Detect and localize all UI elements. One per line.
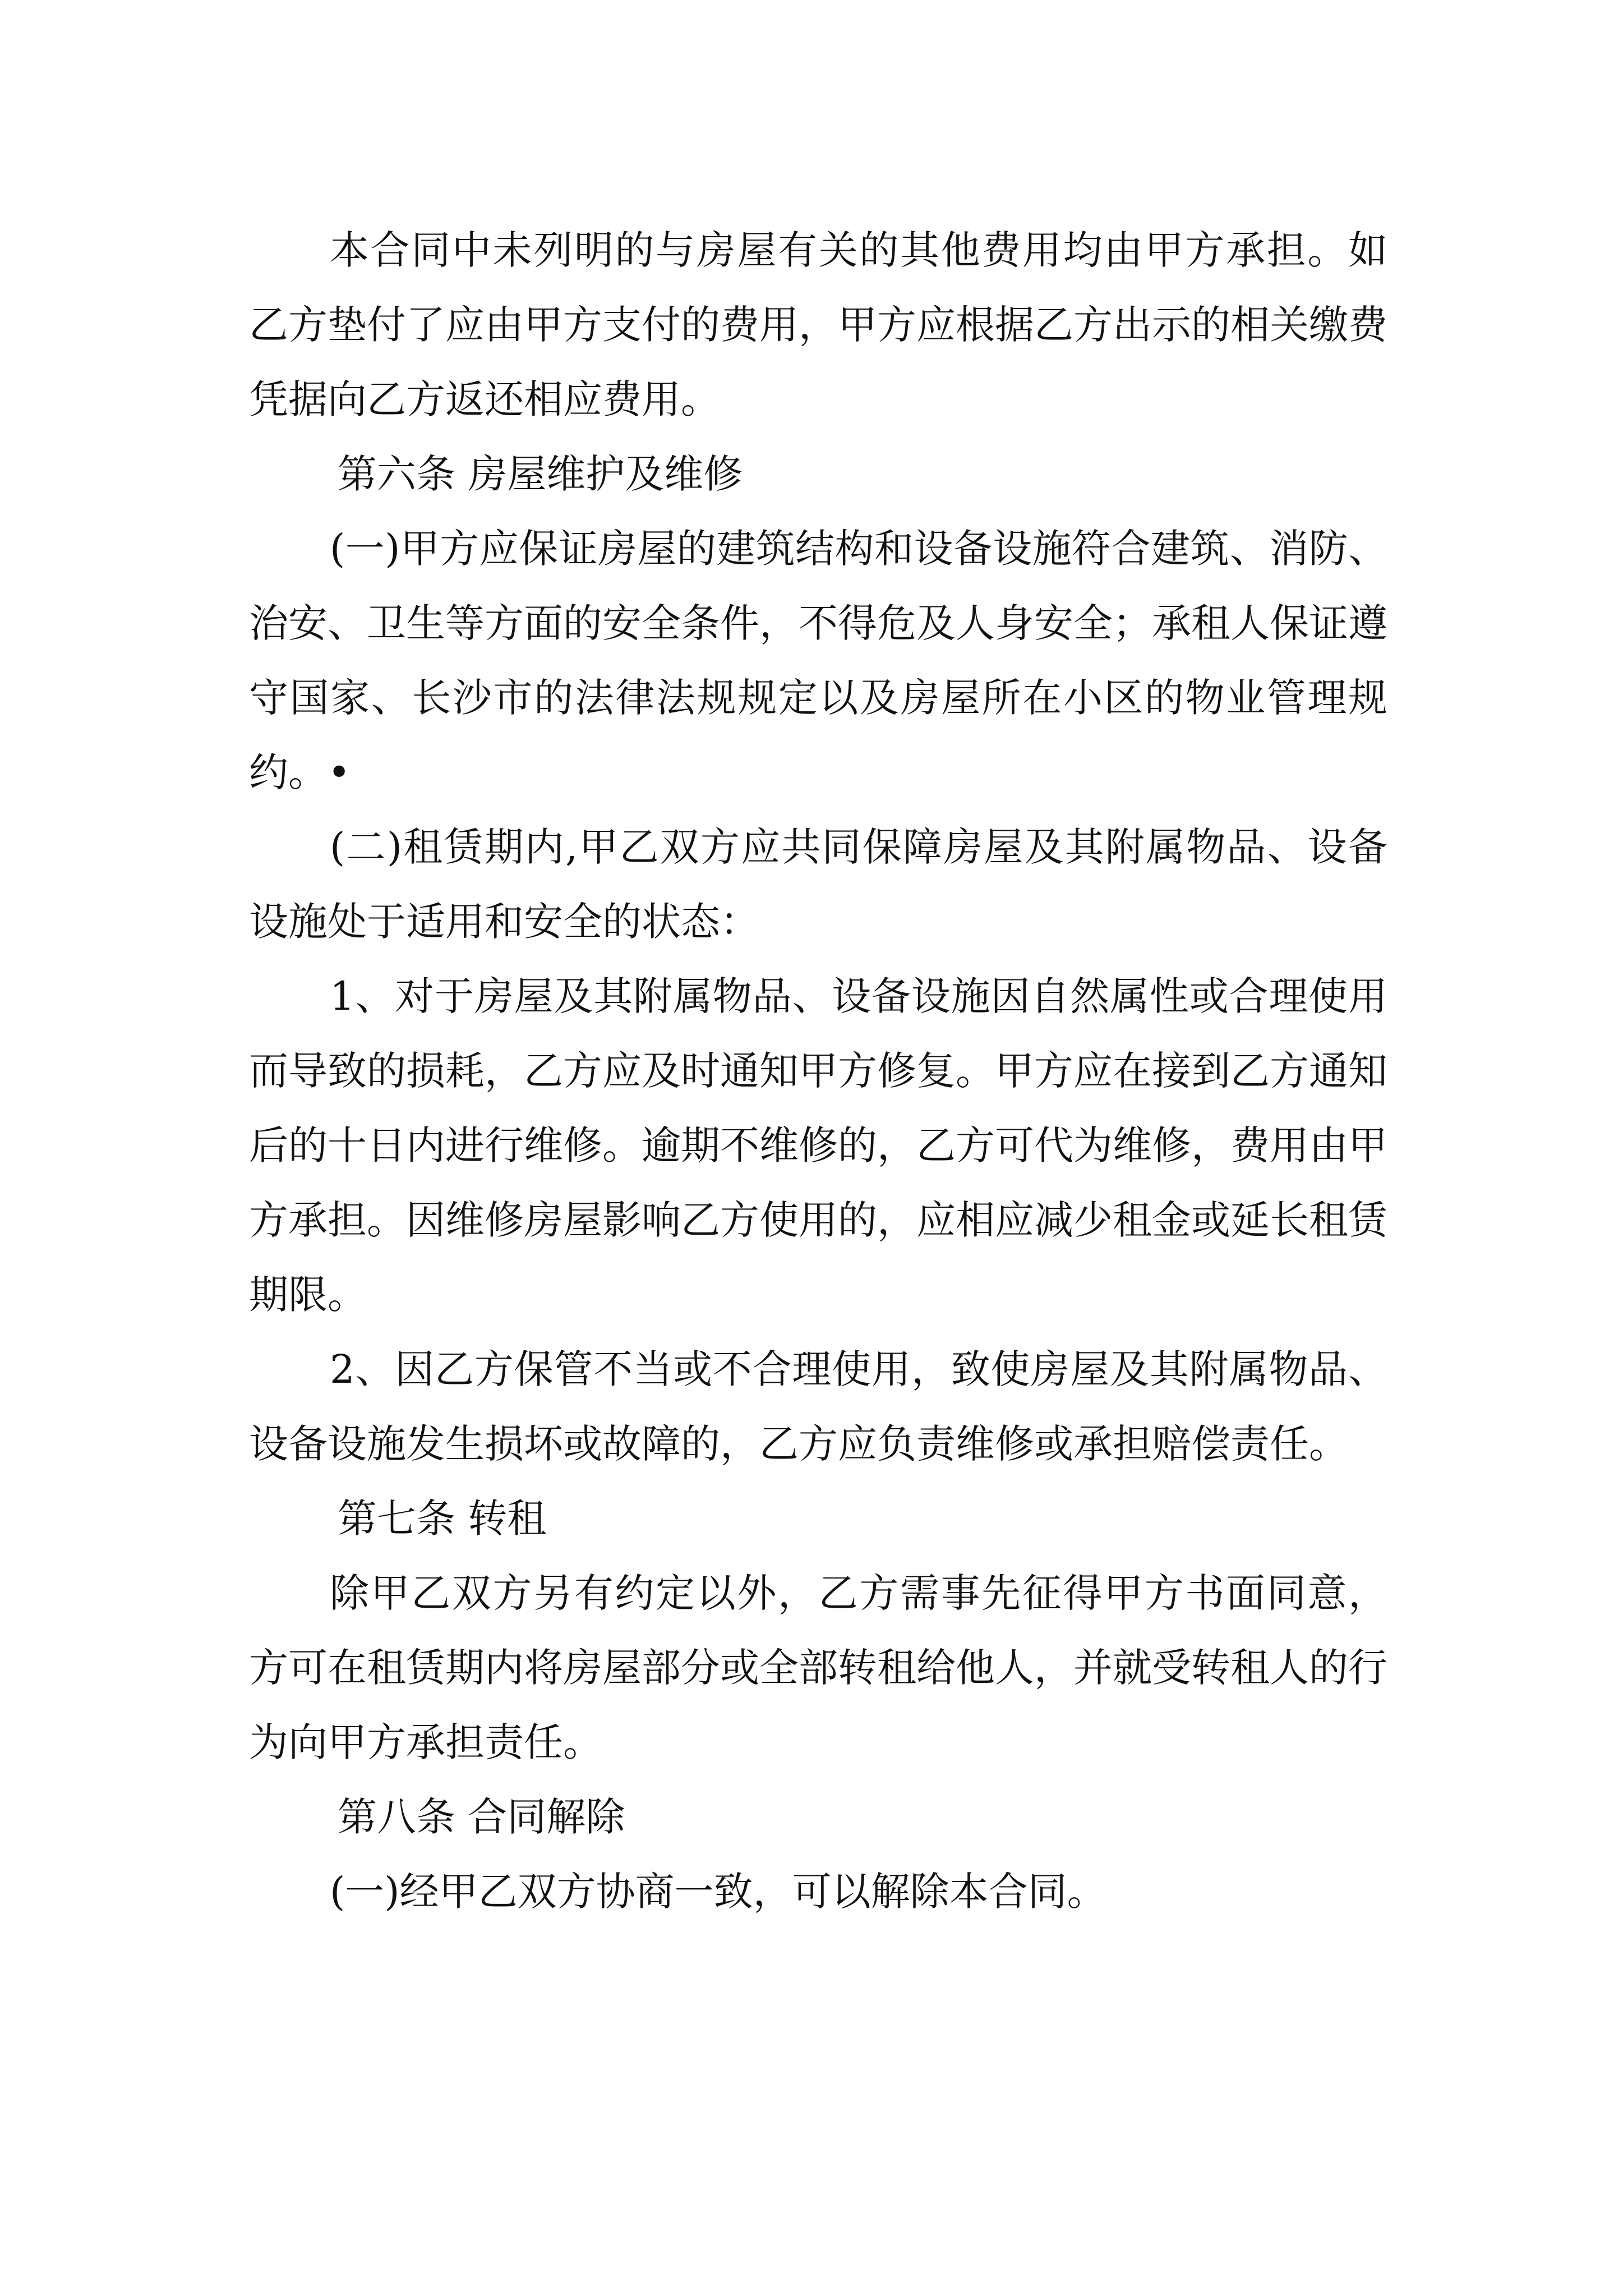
paragraph-6-1: (一)甲方应保证房屋的建筑结构和设备设施符合建筑、消防、治安、卫生等方面的安全条件，不得危及人身安全；承租人保证遵守国家、长沙市的法律法规规定以及房屋所在小区的物业管理规约。• — [249, 526, 1387, 795]
paragraph-6-2-item-2: 2、因乙方保管不当或不合理使用，致使房屋及其附属物品、设备设施发生损坏或故障的，乙方应负责维修或承担赔偿责任。 — [249, 1346, 1387, 1467]
article-7-heading: 第七条 转租 — [338, 1496, 547, 1542]
paragraph-7: 除甲乙双方另有约定以外，乙方需事先征得甲方书面同意，方可在租赁期内将房屋部分或全部转租给他人，并就受转租人的行为向甲方承担责任。 — [249, 1570, 1387, 1765]
paragraph-6-2: (二)租赁期内,甲乙双方应共同保障房屋及其附属物品、设备设施处于适用和安全的状态： — [249, 824, 1387, 945]
document-body — [249, 213, 1387, 1929]
article-8-heading: 第八条 合同解除 — [338, 1794, 625, 1840]
paragraph-6-2-item-1: 1、对于房屋及其附属物品、设备设施因自然属性或合理使用而导致的损耗，乙方应及时通知甲方修复。甲方应在接到乙方通知后的十日内进行维修。逾期不维修的，乙方可代为维修，费用由甲方承担。因维修房屋影响乙方使用的，应相应减少租金或延长租赁期限。 — [249, 973, 1387, 1318]
paragraph-other-fees: 本合同中未列明的与房屋有关的其他费用均由甲方承担。如乙方垫付了应由甲方支付的费用，甲方应根据乙方出示的相关缴费凭据向乙方返还相应费用。 — [249, 227, 1387, 422]
paragraph-8-1: (一)经甲乙双方协商一致，可以解除本合同。 — [330, 1869, 1106, 1915]
article-6-heading: 第六条 房屋维护及维修 — [338, 451, 743, 497]
